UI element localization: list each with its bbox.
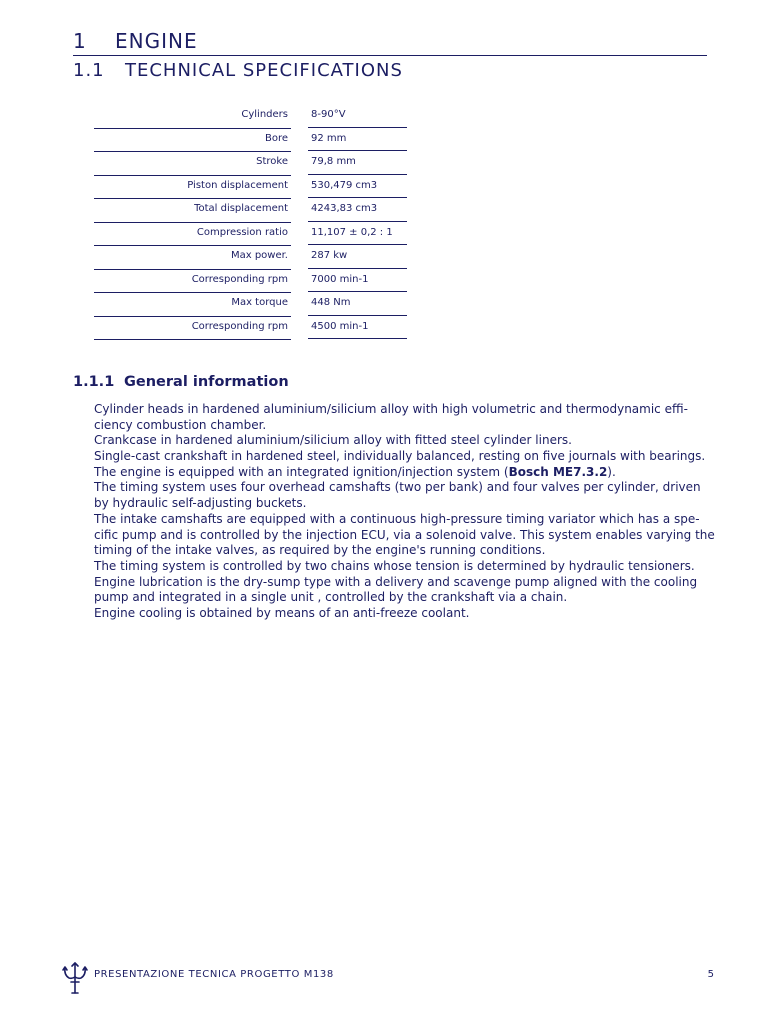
- footer-title: PRESENTAZIONE TECNICA PROGETTO M138: [94, 969, 334, 980]
- spec-value: 7000 min-1: [308, 270, 407, 293]
- spec-value: 8-90°V: [308, 105, 407, 128]
- body-text: [94, 402, 715, 622]
- body-line-text: ).: [607, 464, 616, 479]
- spec-value: 4500 min-1: [308, 317, 407, 340]
- body-line: The timing system is controlled by two chains whose tension is determined by hydraulic tensioners.: [94, 558, 695, 573]
- section-title: TECHNICAL SPECIFICATIONS: [125, 60, 403, 81]
- spec-value: 11,107 ± 0,2 : 1: [308, 223, 407, 246]
- body-line: The intake camshafts are equipped with a continuous high-pressure timing variator which has a spe-: [94, 511, 700, 526]
- spec-label: Corresponding rpm: [191, 273, 288, 285]
- body-line: by hydraulic self-adjusting buckets.: [94, 496, 307, 511]
- spec-label: Cylinders: [241, 109, 288, 120]
- spec-value: 4243,83 cm3: [308, 199, 407, 222]
- body-line-text: The engine is equipped with an integrated ignition/injection system (: [94, 464, 509, 479]
- section-heading: [73, 59, 403, 83]
- body-line: Engine cooling is obtained by means of an anti-freeze coolant.: [94, 605, 470, 620]
- spec-label: Stroke: [256, 156, 288, 167]
- spec-label: Total displacement: [194, 203, 288, 214]
- page-number: 5: [707, 969, 714, 980]
- body-line: ciency combustion chamber.: [94, 417, 267, 432]
- spec-value: 448 Nm: [308, 293, 407, 316]
- body-line: pump and integrated in a single unit , controlled by the crankshaft via a chain.: [94, 590, 568, 605]
- body-line: Cylinder heads in hardened aluminium/silicium alloy with high volumetric and thermodynamic effi-: [94, 402, 688, 416]
- spec-label: Max torque: [231, 297, 288, 308]
- body-line: The timing system uses four overhead camshafts (two per bank) and four valves per cylinder, driven: [94, 480, 701, 495]
- chapter-title: ENGINE: [115, 29, 198, 53]
- section-number: 1.1: [73, 60, 105, 81]
- subsection-heading: [73, 372, 289, 392]
- body-line: [94, 465, 700, 481]
- spec-value: 530,479 cm3: [308, 176, 407, 199]
- chapter-number: 1: [73, 29, 87, 53]
- spec-label: Compression ratio: [196, 226, 288, 238]
- page-footer: [60, 960, 718, 996]
- system-name: Bosch ME7.3.2: [508, 464, 608, 479]
- spec-label: Piston displacement: [187, 179, 288, 191]
- body-line: Single-cast crankshaft in hardened steel, individually balanced, resting on five journals with bearings.: [94, 449, 706, 464]
- subsection-number: 1.1.1: [73, 374, 115, 390]
- spec-label: Corresponding rpm: [191, 320, 288, 332]
- body-line: cific pump and is controlled by the injection ECU, via a solenoid valve. This system enables varying the: [94, 527, 715, 542]
- spec-value: 92 mm: [308, 129, 407, 152]
- spec-value: 79,8 mm: [308, 152, 407, 175]
- body-line: Crankcase in hardened aluminium/silicium alloy with fitted steel cylinder liners.: [94, 433, 572, 448]
- body-line: timing of the intake valves, as required by the engine's running conditions.: [94, 543, 546, 558]
- spec-label: Max power.: [230, 250, 288, 261]
- chapter-heading: [73, 28, 707, 56]
- trident-logo-icon: [60, 960, 90, 996]
- body-line: Engine lubrication is the dry-sump type with a delivery and scavenge pump aligned with the cooling: [94, 574, 698, 589]
- spec-label: Bore: [264, 132, 288, 144]
- subsection-title: General information: [124, 374, 289, 390]
- spec-value: 287 kw: [308, 246, 407, 269]
